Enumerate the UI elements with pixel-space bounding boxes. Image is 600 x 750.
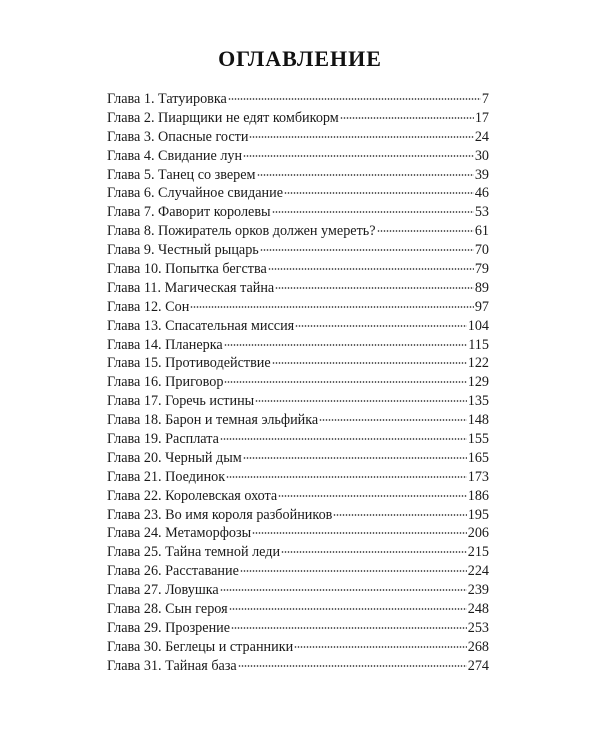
- toc-entry-title: Глава 10. Попытка бегства: [107, 261, 267, 278]
- toc-entry[interactable]: [107, 128, 489, 147]
- toc-entry-title: Глава 4. Свидание лун: [107, 147, 243, 164]
- toc-dot-leader: [228, 98, 481, 100]
- toc-entry-page: 17: [474, 109, 489, 126]
- toc-dot-leader: [319, 419, 466, 421]
- toc-entry[interactable]: [107, 562, 489, 581]
- toc-entry-title: Глава 16. Приговор: [107, 374, 224, 391]
- toc-entry[interactable]: [107, 487, 489, 506]
- toc-entry[interactable]: [107, 222, 489, 241]
- toc-dot-leader: [294, 646, 467, 648]
- toc-entry[interactable]: [107, 543, 489, 562]
- toc-entry-title: Глава 20. Черный дым: [107, 449, 242, 466]
- toc-entry-title: Глава 14. Планерка: [107, 336, 223, 353]
- toc-entry-title: Глава 27. Ловушка: [107, 582, 219, 599]
- toc-dot-leader: [220, 438, 467, 440]
- toc-dot-leader: [243, 155, 474, 157]
- toc-dot-leader: [340, 117, 474, 119]
- toc-entry[interactable]: [107, 600, 489, 619]
- toc-entry-page: 53: [474, 204, 489, 221]
- toc-entry-page: 122: [467, 355, 489, 372]
- toc-dot-leader: [278, 495, 467, 497]
- toc-dot-leader: [226, 476, 467, 478]
- toc-entry-page: 253: [467, 619, 489, 636]
- page-title: ОГЛАВЛЕНИЕ: [218, 46, 382, 71]
- toc-entry-page: 89: [474, 279, 489, 296]
- toc-entry-page: 39: [474, 166, 489, 183]
- toc-dot-leader: [252, 532, 467, 534]
- toc-entry-title: Глава 12. Сон: [107, 298, 190, 315]
- toc-entry-page: 30: [474, 147, 489, 164]
- toc-entry-title: Глава 3. Опасные гости: [107, 128, 249, 145]
- toc-entry[interactable]: [107, 449, 489, 468]
- toc-dot-leader: [260, 249, 474, 251]
- toc-entry[interactable]: [107, 581, 489, 600]
- toc-dot-leader: [231, 627, 467, 629]
- toc-dot-leader: [295, 325, 467, 327]
- toc-dot-leader: [257, 174, 474, 176]
- toc-entry-title: Глава 17. Горечь истины: [107, 393, 255, 410]
- toc-entry-page: 104: [467, 317, 489, 334]
- toc-entry-title: Глава 9. Честный рыцарь: [107, 242, 259, 259]
- toc-entry[interactable]: [107, 354, 489, 373]
- toc-dot-leader: [284, 192, 474, 194]
- toc-entry-title: Глава 26. Расставание: [107, 563, 239, 580]
- toc-entry-page: 24: [474, 128, 489, 145]
- toc-entry-page: 215: [467, 544, 489, 561]
- toc-entry[interactable]: [107, 506, 489, 525]
- toc-dot-leader: [272, 211, 474, 213]
- toc-entry[interactable]: [107, 279, 489, 298]
- toc-entry-title: Глава 2. Пиарщики не едят комбикорм: [107, 109, 339, 126]
- toc-entry[interactable]: [107, 241, 489, 260]
- toc-entry[interactable]: [107, 260, 489, 279]
- toc-entry[interactable]: [107, 298, 489, 317]
- toc-dot-leader: [281, 551, 467, 553]
- toc-entry-title: Глава 30. Беглецы и странники: [107, 638, 294, 655]
- toc-entry[interactable]: [107, 317, 489, 336]
- toc-entry-title: Глава 21. Поединок: [107, 468, 226, 485]
- toc-entry-page: 7: [481, 91, 489, 107]
- toc-dot-leader: [190, 306, 474, 308]
- toc-entry-title: Глава 11. Магическая тайна: [107, 279, 275, 296]
- toc-entry[interactable]: [107, 468, 489, 487]
- toc-entry[interactable]: [107, 430, 489, 449]
- toc-entry-title: Глава 8. Пожиратель орков должен умереть?: [107, 223, 376, 240]
- toc-entry-title: Глава 23. Во имя короля разбойников: [107, 506, 333, 523]
- toc-entry-page: 239: [467, 582, 489, 599]
- toc-entry[interactable]: [107, 524, 489, 543]
- toc-entry[interactable]: [107, 90, 489, 109]
- toc-entry[interactable]: [107, 638, 489, 657]
- toc-entry-page: 186: [467, 487, 489, 504]
- toc-entry[interactable]: [107, 373, 489, 392]
- table-of-contents: [107, 90, 489, 676]
- toc-dot-leader: [268, 268, 474, 270]
- toc-entry-title: Глава 24. Метаморфозы: [107, 525, 252, 542]
- toc-entry[interactable]: [107, 166, 489, 185]
- toc-entry-page: 61: [474, 223, 489, 240]
- toc-entry-page: 148: [467, 412, 489, 429]
- toc-entry-page: 195: [467, 506, 489, 523]
- toc-dot-leader: [255, 400, 467, 402]
- toc-entry-page: 70: [474, 242, 489, 259]
- toc-entry-page: 129: [467, 374, 489, 391]
- toc-entry[interactable]: [107, 619, 489, 638]
- toc-entry-title: Глава 15. Противодействие: [107, 355, 271, 372]
- toc-entry-page: 79: [474, 261, 489, 278]
- toc-entry-page: 248: [467, 601, 489, 618]
- toc-entry-title: Глава 5. Танец со зверем: [107, 166, 256, 183]
- toc-entry-title: Глава 18. Барон и темная эльфийка: [107, 412, 319, 429]
- toc-entry-title: Глава 6. Случайное свидание: [107, 185, 284, 202]
- toc-entry-page: 224: [467, 563, 489, 580]
- toc-entry-page: 97: [474, 298, 489, 315]
- toc-dot-leader: [377, 230, 474, 232]
- toc-entry-page: 155: [467, 431, 489, 448]
- toc-entry-title: Глава 13. Спасательная миссия: [107, 317, 295, 334]
- toc-dot-leader: [229, 608, 467, 610]
- toc-entry[interactable]: [107, 657, 489, 676]
- toc-entry[interactable]: [107, 184, 489, 203]
- toc-entry[interactable]: [107, 203, 489, 222]
- toc-entry-title: Глава 28. Сын героя: [107, 601, 228, 618]
- toc-entry-page: 206: [467, 525, 489, 542]
- toc-entry-page: 165: [467, 449, 489, 466]
- toc-entry-title: Глава 19. Расплата: [107, 431, 219, 448]
- toc-dot-leader: [238, 665, 467, 667]
- toc-dot-leader: [243, 457, 467, 459]
- toc-entry[interactable]: [107, 147, 489, 166]
- toc-dot-leader: [240, 570, 467, 572]
- toc-dot-leader: [220, 589, 467, 591]
- toc-dot-leader: [275, 287, 474, 289]
- toc-dot-leader: [224, 344, 468, 346]
- toc-dot-leader: [249, 136, 473, 138]
- toc-entry[interactable]: [107, 336, 489, 355]
- toc-entry-title: Глава 31. Тайная база: [107, 657, 237, 674]
- toc-entry[interactable]: [107, 109, 489, 128]
- toc-dot-leader: [333, 514, 466, 516]
- toc-entry-page: 135: [467, 393, 489, 410]
- toc-entry-title: Глава 7. Фаворит королевы: [107, 204, 271, 221]
- toc-entry-title: Глава 22. Королевская охота: [107, 487, 278, 504]
- toc-entry-page: 173: [467, 468, 489, 485]
- toc-entry-page: 268: [467, 638, 489, 655]
- toc-dot-leader: [272, 362, 467, 364]
- toc-entry-page: 115: [468, 336, 489, 353]
- toc-entry[interactable]: [107, 411, 489, 430]
- toc-entry[interactable]: [107, 392, 489, 411]
- toc-entry-page: 274: [467, 657, 489, 674]
- toc-entry-page: 46: [474, 185, 489, 202]
- toc-entry-title: Глава 29. Прозрение: [107, 619, 231, 636]
- toc-entry-title: Глава 1. Татуировка: [107, 91, 227, 107]
- toc-entry-title: Глава 25. Тайна темной леди: [107, 544, 281, 561]
- toc-dot-leader: [224, 381, 466, 383]
